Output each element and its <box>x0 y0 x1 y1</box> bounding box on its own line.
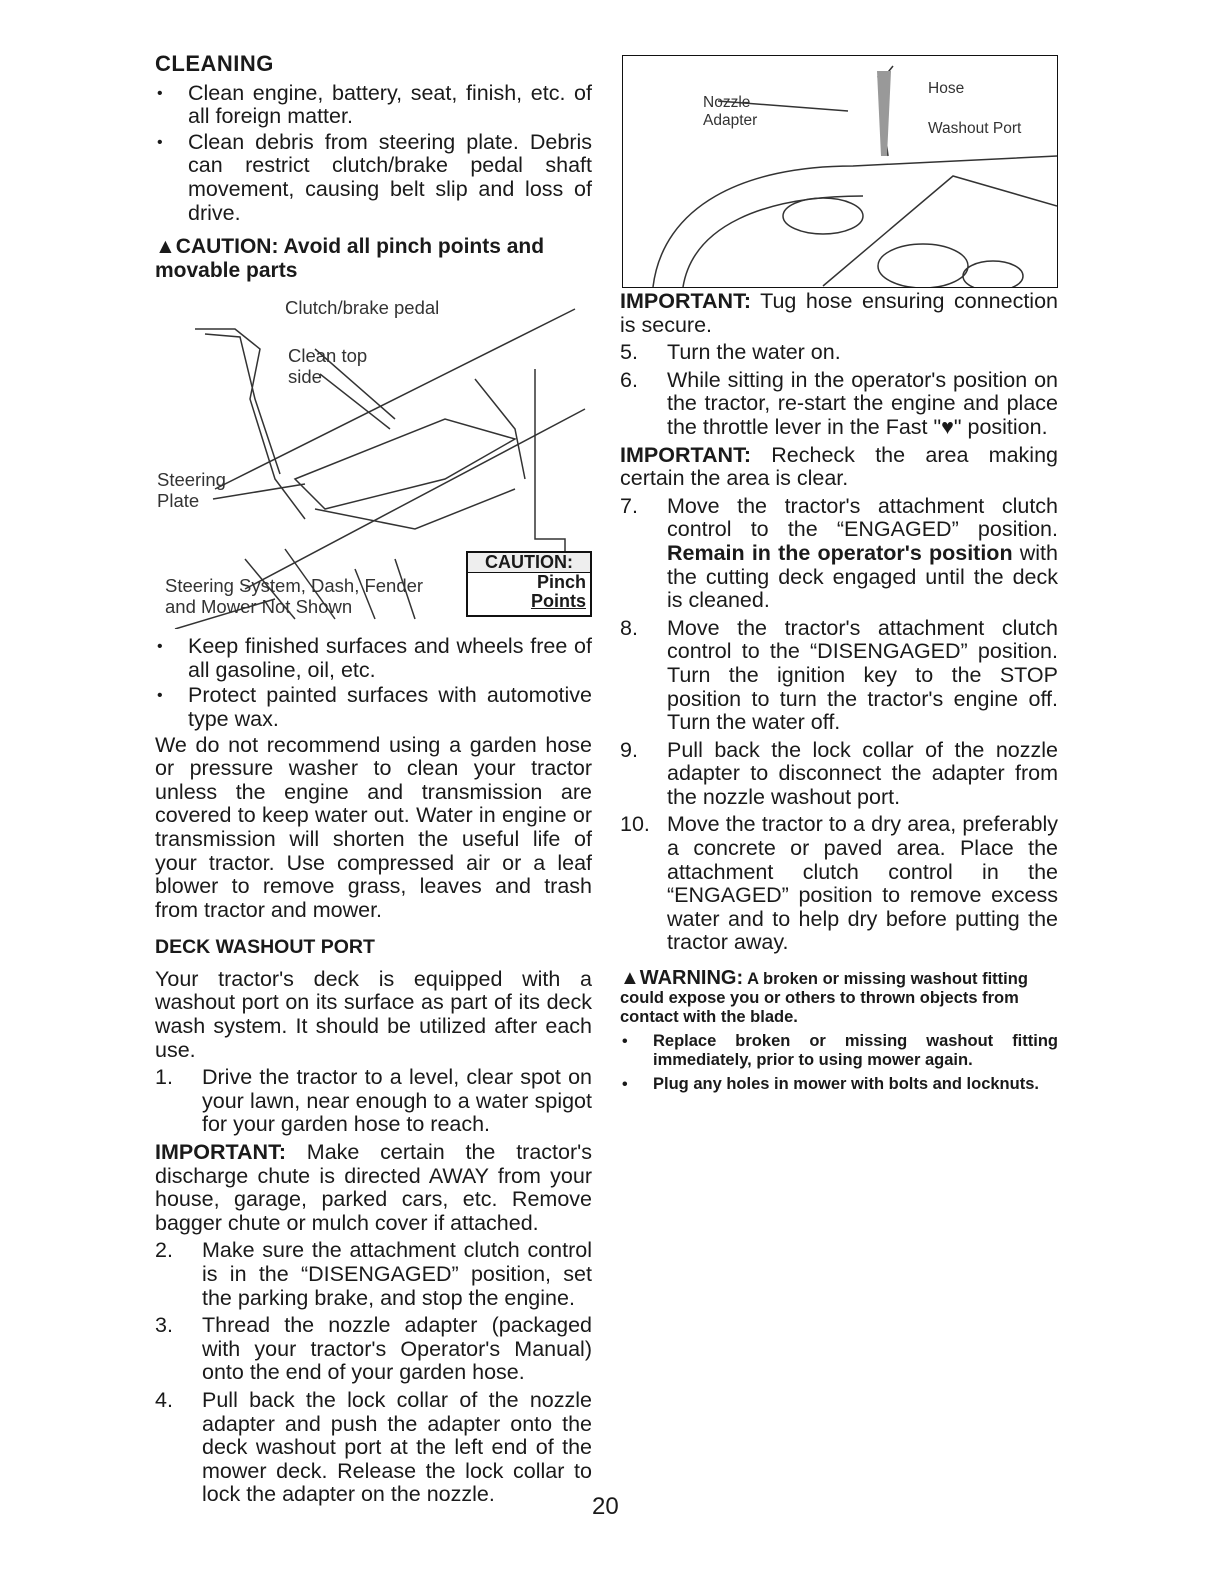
step-text: Turn the water on. <box>667 340 841 365</box>
washout-port-label: Washout Port <box>928 120 1022 137</box>
warning-bullet: • Plug any holes in mower with bolts and locknuts. <box>620 1075 1058 1094</box>
important-note <box>620 290 1058 337</box>
bullet: • Clean engine, battery, seat, finish, etc. of all foreign matter. <box>155 82 592 129</box>
step-number: 10. <box>620 812 650 837</box>
left-column <box>155 52 592 1511</box>
warning-title: WARNING: <box>639 967 744 990</box>
important-text: Make certain the tractor's discharge chute is directed AWAY from your house, garage, parked cars, etc. Remove bagger chute or mulch cover if attached. <box>155 1140 592 1235</box>
step-text: Pull back the lock collar of the nozzle adapter to disconnect the adapter from the nozzle washout port. <box>667 737 1058 809</box>
warning-block <box>620 969 1058 1094</box>
nozzle-adapter-label: Nozzle Adapter <box>703 94 758 129</box>
step-text: Move the tractor to a dry area, preferably a concrete or paved area. Place the attachment clutch control in the “ENGAGED” position to remove excess water and to help dry before putting the tractor away. <box>667 812 1058 955</box>
caution-box-line: Pinch <box>536 572 586 593</box>
clutch-brake-label: Clutch/brake pedal <box>285 297 440 319</box>
step-number: 2. <box>155 1238 173 1263</box>
warning-bullet: • Replace broken or missing washout fitting immediately, prior to using mower again. <box>620 1032 1058 1070</box>
step-number: 5. <box>620 340 638 365</box>
step-3 <box>155 1314 592 1385</box>
important-note <box>155 1141 592 1235</box>
caution-box-line: Points <box>530 591 586 612</box>
important-text: Recheck the area making certain the area is clear. <box>620 442 1058 491</box>
step-1 <box>155 1066 592 1137</box>
step-text: Thread the nozzle adapter (packaged with your tractor's Operator's Manual) onto the end of your garden hose. <box>202 1313 592 1385</box>
warning-text: A broken or missing washout fitting could expose you or others to thrown objects from contact with the blade. <box>620 970 1028 1027</box>
step-2 <box>155 1239 592 1310</box>
step-number: 3. <box>155 1313 173 1338</box>
important-text: Tug hose ensuring connection is secure. <box>620 289 1058 337</box>
pinch-points-caution-box <box>466 551 592 617</box>
figure-note: Steering System, Dash, Fender and Mower Not Shown <box>165 575 424 618</box>
right-column <box>620 290 1058 1096</box>
caution-heading: ▲CAUTION: Avoid all pinch points and movable parts <box>155 235 545 283</box>
steering-plate-figure <box>155 289 592 629</box>
warning-triangle-icon: ▲ <box>155 235 176 259</box>
step-emphasis: Remain in the operator's position <box>667 540 1013 565</box>
step-6 <box>620 369 1058 440</box>
important-note <box>620 444 1058 491</box>
step-4 <box>155 1389 592 1507</box>
caution-box-title: CAUTION: <box>468 553 590 573</box>
cleaning-title: CLEANING <box>155 51 274 76</box>
step-8 <box>620 617 1058 735</box>
bullet: • Keep finished surfaces and wheels free of all gasoline, oil, etc. <box>155 635 592 682</box>
mower-deck-illustration <box>623 56 1057 287</box>
warning-triangle-icon: ▲ <box>620 967 640 990</box>
step-text: with the cutting deck engaged until the deck is cleaned. <box>667 540 1058 613</box>
page-number: 20 <box>592 1493 619 1520</box>
important-label: IMPORTANT: <box>620 289 751 313</box>
deck-washout-intro: Your tractor's deck is equipped with a washout port on its surface as part of its deck wash system. It should be utilized after each use. <box>155 966 592 1062</box>
step-text: Move the tractor's attachment clutch control to the “DISENGAGED” position. Turn the ignition key to the STOP position to turn the tractor's engine off. Turn the water off. <box>667 615 1058 735</box>
step-text: While sitting in the operator's position on the tractor, re-start the engine and place the throttle lever in the Fast "♥" position. <box>667 367 1058 439</box>
hose-label: Hose <box>928 80 965 97</box>
step-number: 6. <box>620 367 638 392</box>
step-5 <box>620 341 1058 365</box>
step-10 <box>620 813 1058 955</box>
clean-top-label: Clean top side <box>288 345 368 388</box>
step-text: Drive the tractor to a level, clear spot on your lawn, near enough to a water spigot for your garden hose to reach. <box>202 1065 592 1137</box>
washout-port-figure <box>622 55 1058 288</box>
step-number: 8. <box>620 615 638 640</box>
deck-washout-title: DECK WASHOUT PORT <box>155 936 375 959</box>
important-label: IMPORTANT: <box>155 1140 286 1165</box>
steering-plate-label: Steering Plate <box>157 469 226 512</box>
step-9 <box>620 739 1058 810</box>
step-number: 9. <box>620 737 638 762</box>
step-text: Pull back the lock collar of the nozzle adapter and push the adapter onto the deck washout port at the left end of the mower deck. Release the lock collar to lock the adapter on the nozzle. <box>202 1387 592 1507</box>
step-7 <box>620 495 1058 613</box>
cleaning-paragraph: We do not recommend using a garden hose or pressure washer to clean your tractor unless the engine and transmission are covered to keep water out. Water in engine or transmission will shorten the useful life of your tractor. Use compressed air or a leaf blower to remove grass, leaves and trash from tractor and mower. <box>155 732 592 922</box>
step-text: Move the tractor's attachment clutch control to the “ENGAGED” position. <box>667 493 1058 542</box>
step-number: 7. <box>620 493 638 518</box>
bullet: • Protect painted surfaces with automotive type wax. <box>155 684 592 731</box>
step-number: 1. <box>155 1065 173 1090</box>
step-number: 4. <box>155 1387 173 1412</box>
bullet: • Clean debris from steering plate. Debris can restrict clutch/brake pedal shaft movement, causing belt slip and loss of drive. <box>155 131 592 225</box>
step-text: Make sure the attachment clutch control is in the “DISENGAGED” position, set the parking brake, and stop the engine. <box>202 1238 592 1310</box>
important-label: IMPORTANT: <box>620 442 751 467</box>
